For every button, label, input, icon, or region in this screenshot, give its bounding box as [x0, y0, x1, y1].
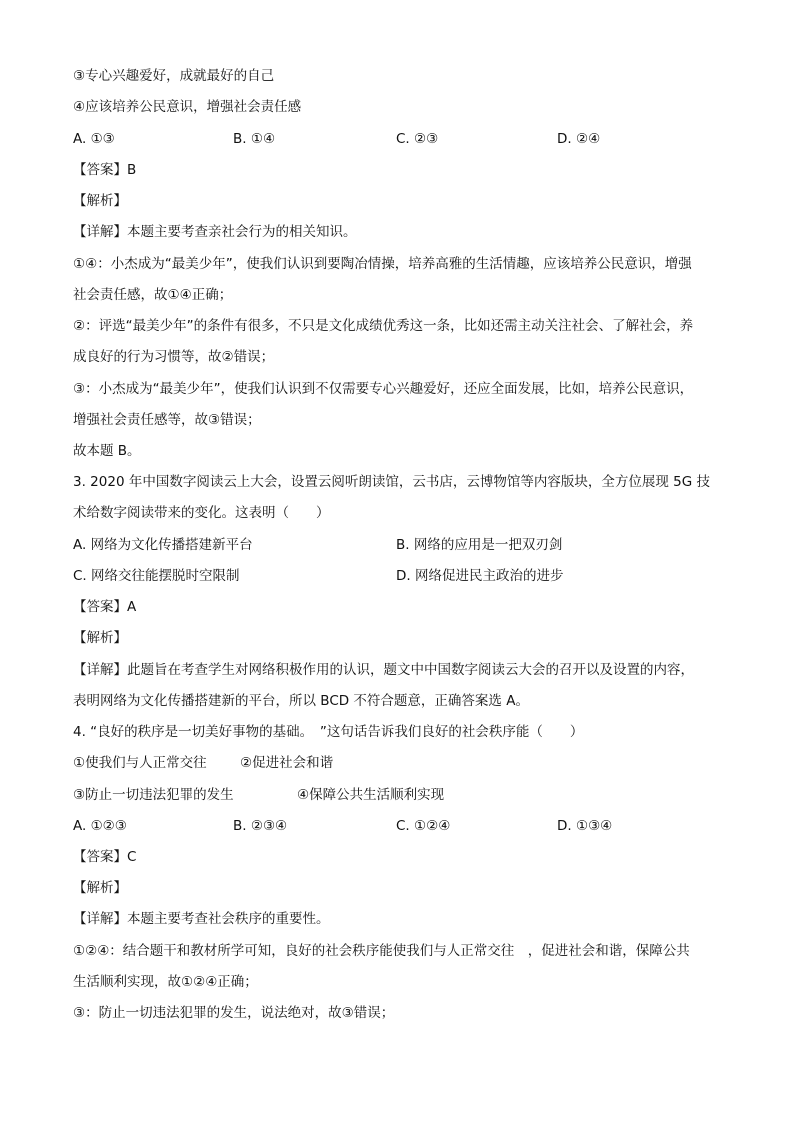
q3-option-c: C. 网络交往能摆脱时空限制 [73, 568, 240, 584]
q3-detail-line-2: 表明网络为文化传播搭建新的平台，所以 BCD 不符合题意，正确答案选 A。 [73, 693, 529, 709]
q4-stem: 4. “良好的秩序是一切美好事物的基础。 ”这句话告诉我们良好的社会秩序能（ ） [73, 724, 584, 740]
q2-option-d: D. ②④ [557, 131, 601, 147]
q2-explanation-line: 成良好的行为习惯等，故②错误； [73, 349, 275, 365]
q3-option-a: A. 网络为文化传播搭建新平台 [73, 537, 253, 553]
q2-answer: 【答案】B [73, 162, 137, 178]
q2-option-b: B. ①④ [233, 131, 276, 147]
q2-explanation-line: ③：小杰成为“最美少年”，使我们认识到不仅需要专心兴趣爱好，还应全面发展，比如，培养公民意识， [73, 381, 694, 397]
statement-4: ④应该培养公民意识，增强社会责任感 [73, 99, 302, 115]
q2-explanation-line: ②：评选“最美少年”的条件有很多，不只是文化成绩优秀这一条，比如还需主动关注社会、了解社会，养 [73, 318, 694, 334]
q2-explanation-line: 故本题 B。 [73, 443, 141, 459]
q3-analysis-heading: 【解析】 [73, 630, 127, 646]
q2-analysis-heading: 【解析】 [73, 193, 127, 209]
q4-statement-2: ②促进社会和谐 [240, 755, 334, 771]
q4-option-d: D. ①③④ [557, 818, 613, 834]
q4-analysis-heading: 【解析】 [73, 880, 127, 896]
q3-answer: 【答案】A [73, 599, 137, 615]
q4-detail: 【详解】本题主要考查社会秩序的重要性。 [73, 911, 330, 927]
q2-option-c: C. ②③ [396, 131, 439, 147]
statement-3: ③专心兴趣爱好，成就最好的自己 [73, 68, 275, 84]
q3-option-b: B. 网络的应用是一把双刃剑 [396, 537, 563, 553]
q4-answer: 【答案】C [73, 849, 137, 865]
q2-explanation-line: 社会责任感，故①④正确； [73, 287, 233, 303]
q4-explanation-line: ①②④：结合题干和教材所学可知，良好的社会秩序能使我们与人正常交往 ，促进社会和谐，保障公共 [73, 943, 690, 959]
q3-stem-line-2: 术给数字阅读带来的变化。这表明（ ） [73, 505, 330, 521]
q2-detail: 【详解】本题主要考查亲社会行为的相关知识。 [73, 224, 357, 240]
q4-option-b: B. ②③④ [233, 818, 288, 834]
q3-detail-line-1: 【详解】此题旨在考查学生对网络积极作用的认识，题文中中国数字阅读云大会的召开以及设置的内容， [73, 662, 694, 678]
q4-statement-3: ③防止一切违法犯罪的发生 [73, 787, 234, 803]
q4-statement-1: ①使我们与人正常交往 [73, 755, 207, 771]
q4-option-a: A. ①②③ [73, 818, 127, 834]
q4-option-c: C. ①②④ [396, 818, 451, 834]
q4-explanation-line: 生活顺利实现，故①②④正确； [73, 974, 258, 990]
q2-explanation-line: ①④：小杰成为“最美少年”，使我们认识到要陶冶情操，培养高雅的生活情趣，应该培养公民意识，增强 [73, 256, 692, 272]
q4-explanation-line: ③：防止一切违法犯罪的发生，说法绝对，故③错误； [73, 1005, 395, 1021]
q2-explanation-line: 增强社会责任感等，故③错误； [73, 412, 261, 428]
q3-option-d: D. 网络促进民主政治的进步 [396, 568, 564, 584]
q3-stem-line-1: 3. 2020 年中国数字阅读云上大会，设置云阅听朗读馆，云书店，云博物馆等内容版块，全方位展现 5G 技 [73, 474, 710, 490]
q4-statement-4: ④保障公共生活顺利实现 [297, 787, 445, 803]
q2-option-a: A. ①③ [73, 131, 115, 147]
